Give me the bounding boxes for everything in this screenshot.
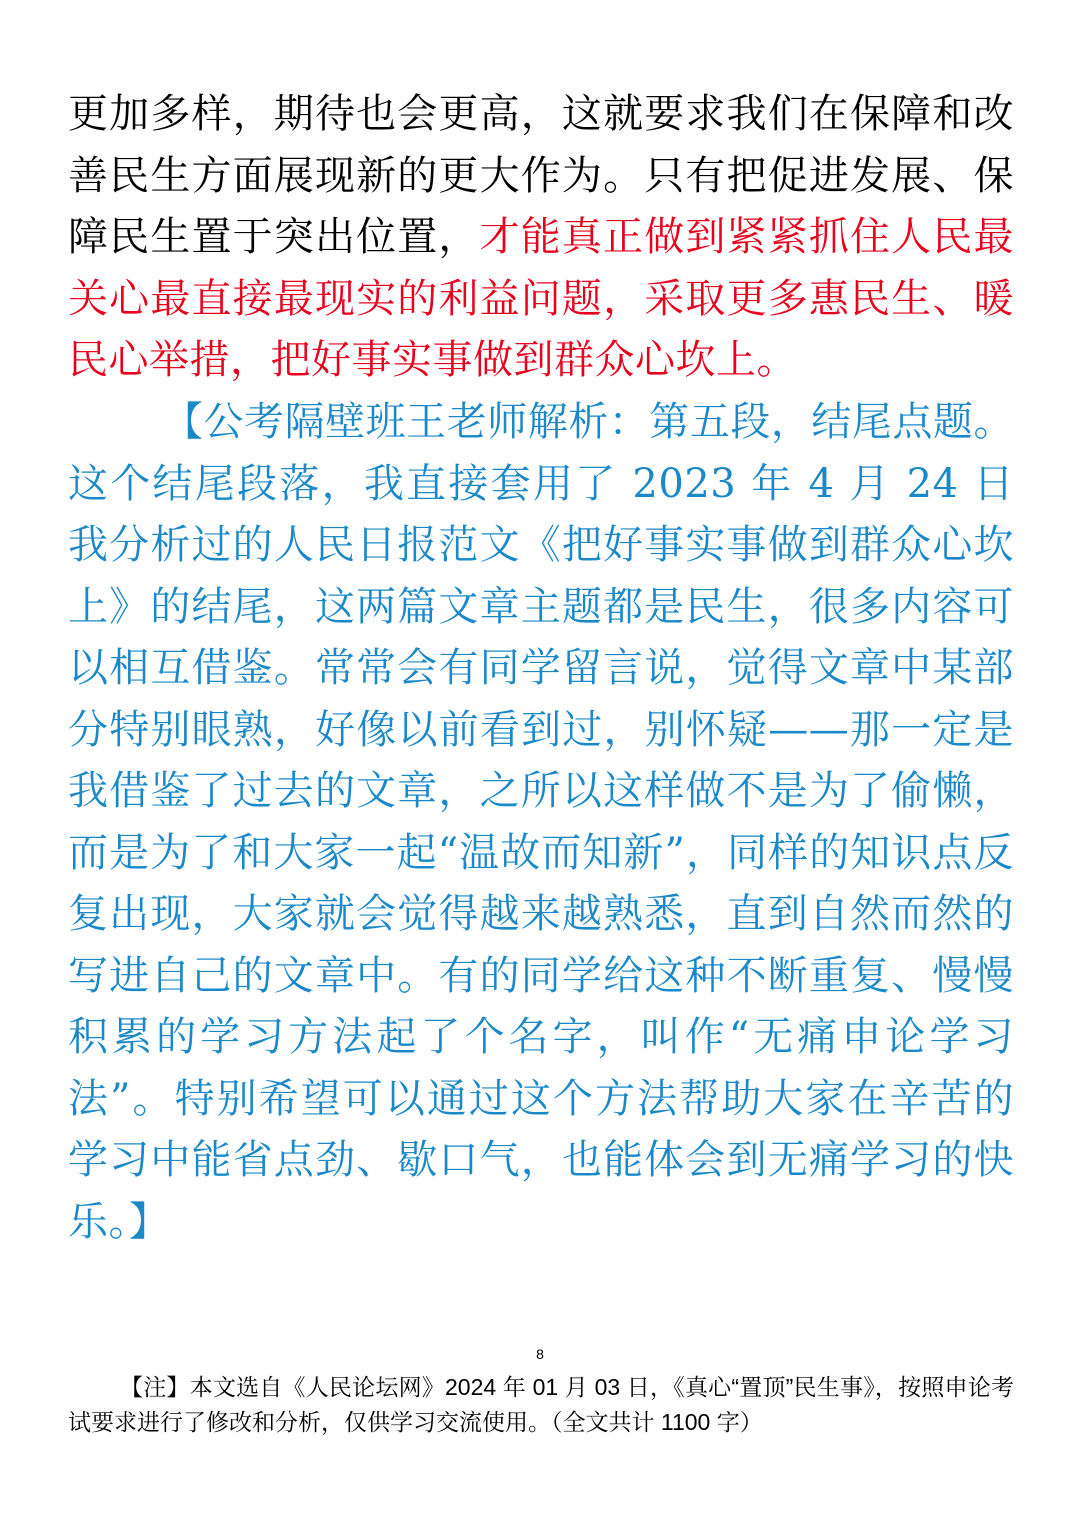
body-text-highlight: 才能真正做到紧紧抓住人民最关心最直接最现实的利益问题，采取更多惠民生、暖民心举措，把好事实事做到群众心坎上。 (68, 214, 1015, 383)
body-paragraph (68, 84, 1014, 392)
footnote: 【注】本文选自《人民论坛网》2024 年 01 月 03 日，《真心“置顶”民生事》，按照申论考试要求进行了修改和分析，仅供学习交流使用。（全文共计 1100 字） (68, 1374, 1014, 1435)
body-text-black: 更加多样，期待也会更高，这就要求我们在保障和改善民生方面展现新的更大作为。只有把促进发展、保障民生置于突出位置， (68, 91, 1014, 260)
analysis-paragraph: 【公考隔壁班王老师解析：第五段，结尾点题。这个结尾段落，我直接套用了 2023 年 4 月 24 日我分析过的人民日报范文《把好事实事做到群众心坎上》的结尾，这两篇文章主题都是民生，很多内容可以相互借鉴。常常会有同学留言说，觉得文章中某部分特别眼熟，好像以前看到过，别怀疑——那一定是我借鉴了过去的文章，之所以这样做不是为了偷懒，而是为了和大家一起“温故而知新”，同样的知识点反复出现，大家就会觉得越来越熟悉，直到自然而然的写进自己的文章中。有的同学给这种不断重复、慢慢积累的学习方法起了个名字，叫作“无痛申论学习法”。特别希望可以通过这个方法帮助大家在辛苦的学习中能省点劲、歇口气，也能体会到无痛学习的快乐。】 (68, 399, 1014, 1245)
page-number: 8 (536, 1346, 544, 1362)
